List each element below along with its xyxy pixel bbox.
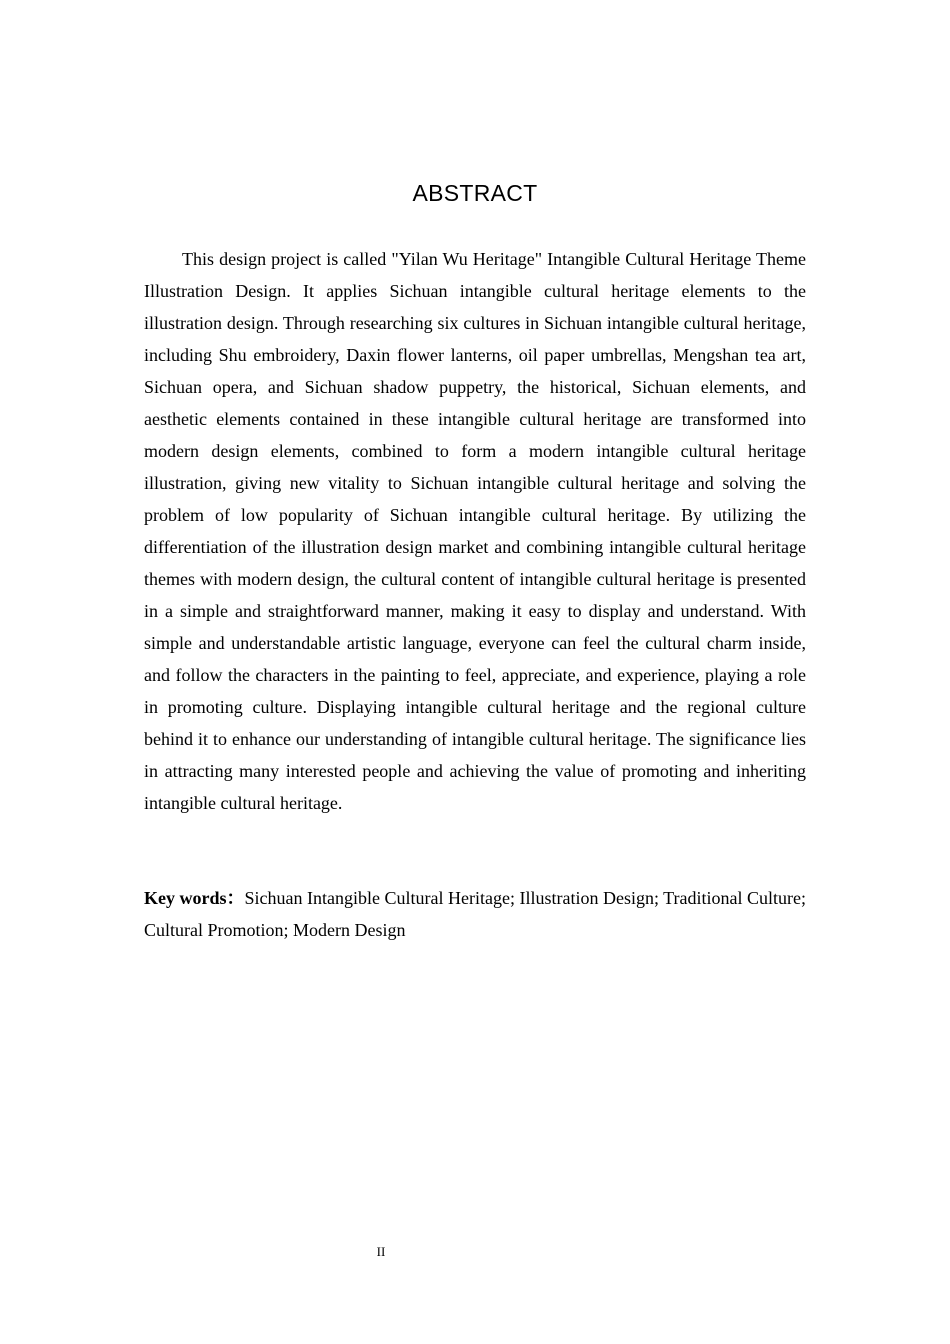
page-number: II	[376, 1244, 386, 1259]
page-title: ABSTRACT	[412, 180, 538, 206]
abstract-paragraph: This design project is called "Yilan Wu Heritage" Intangible Cultural Heritage Theme Illustration Design. It applies Sichuan intangible cultural heritage elements to the illustration design. Through researching six cultures in Sichuan intangible cultural heritage, including Shu embroidery, Daxin flower lanterns, oil paper umbrellas, Mengshan tea art, Sichuan opera, and Sichuan shadow puppetry, the historical, Sichuan elements, and aesthetic elements contained in these intangible cultural heritage are transformed into modern design elements, combined to form a modern intangible cultural heritage illustration, giving new vitality to Sichuan intangible cultural heritage and solving the problem of low popularity of Sichuan intangible cultural heritage. By utilizing the differentiation of the illustration design market and combining intangible cultural heritage themes with modern design, the cultural content of intangible cultural heritage is presented in a simple and straightforward manner, making it easy to display and understand. With simple and understandable artistic language, everyone can feel the cultural charm inside, and follow the characters in the painting to feel, appreciate, and experience, playing a role in promoting culture. Displaying intangible cultural heritage and the regional culture behind it to enhance our understanding of intangible cultural heritage. The significance lies in attracting many interested people and achieving the value of promoting and inheriting intangible cultural heritage.	[144, 249, 806, 813]
keywords-paragraph	[144, 882, 806, 946]
keywords-label: Key words：	[144, 888, 245, 908]
keywords-text: Sichuan Intangible Cultural Heritage; Illustration Design; Traditional Culture; Cultural Promotion; Modern Design	[144, 888, 806, 940]
